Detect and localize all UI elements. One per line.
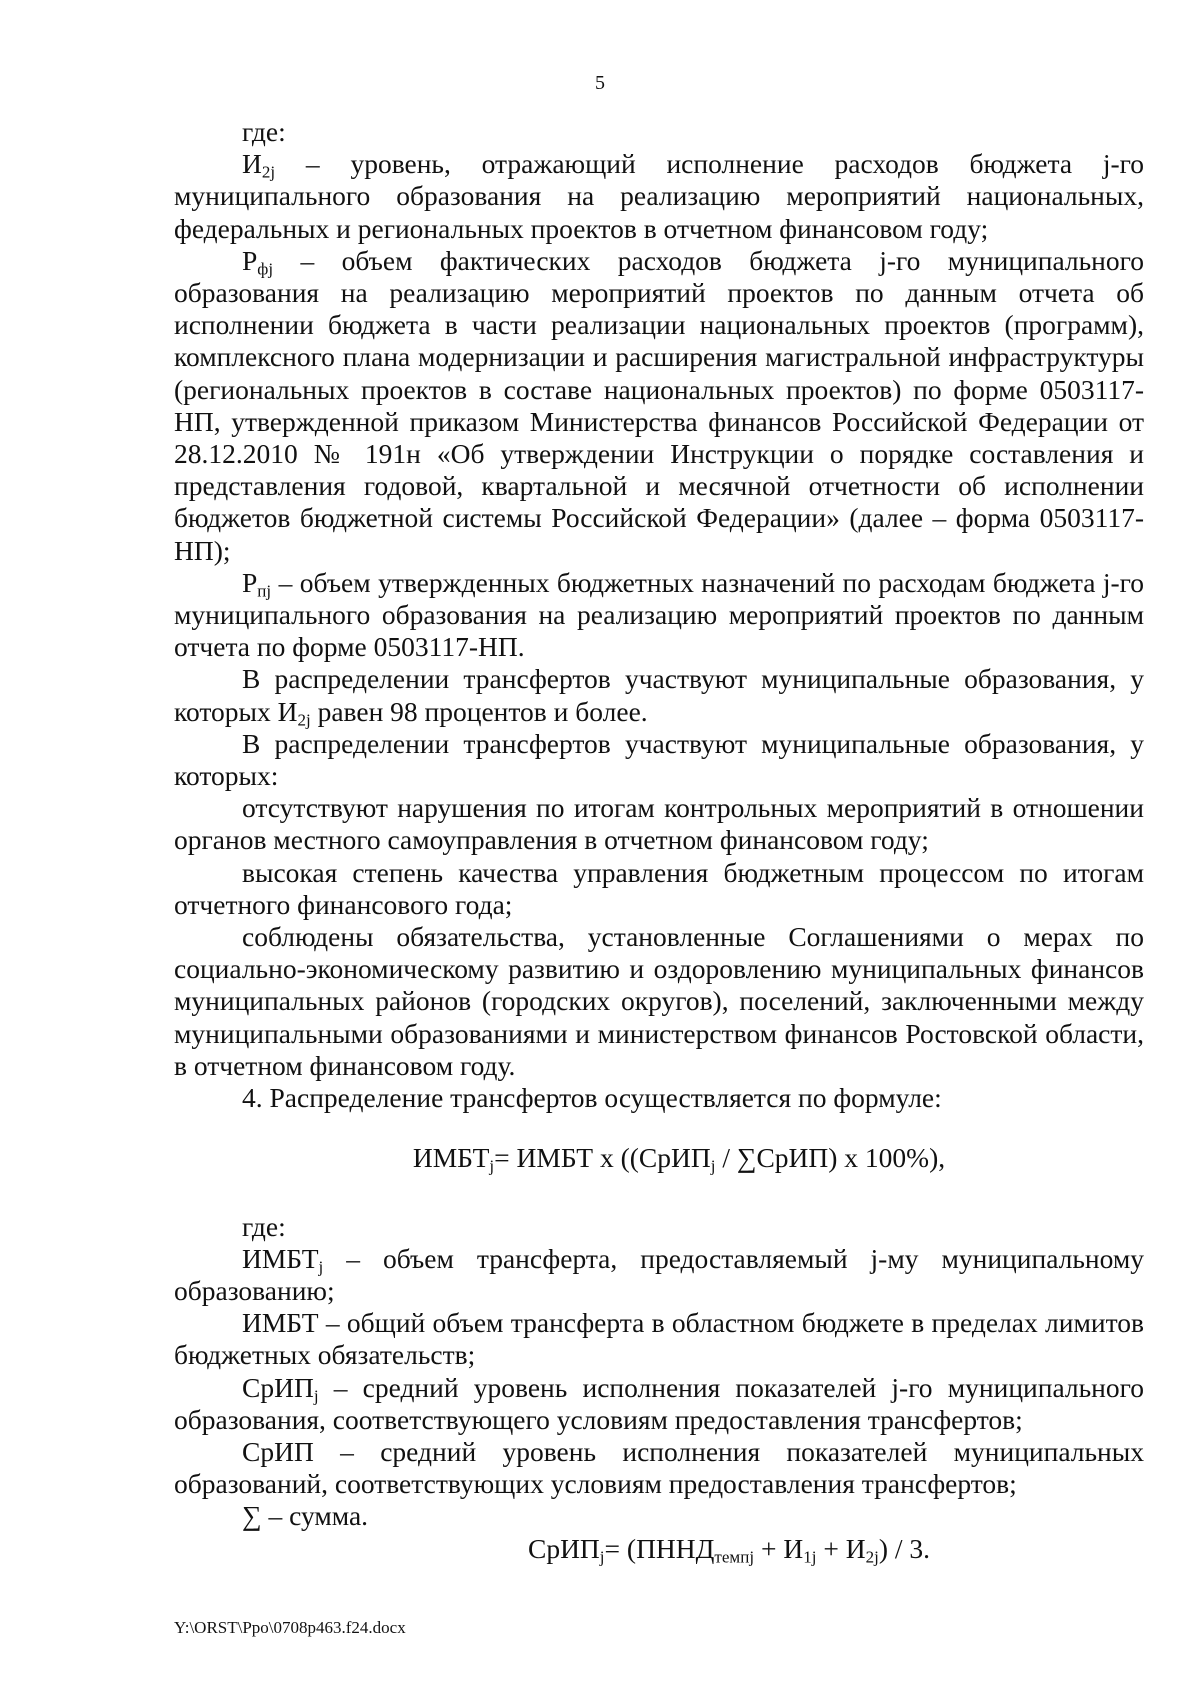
paragraph-text: где: xyxy=(242,1210,286,1242)
page-number: 5 xyxy=(595,72,605,94)
paragraph xyxy=(174,921,1144,1082)
paragraph xyxy=(174,1307,1144,1371)
paragraph xyxy=(174,663,1144,727)
formula-part: + И xyxy=(816,1532,866,1564)
paragraph xyxy=(174,1436,1144,1500)
paragraph-subscript: 2j xyxy=(261,162,276,182)
formula-part: / ∑СрИП) х 100%), xyxy=(715,1142,946,1174)
paragraph xyxy=(174,245,1144,567)
paragraph xyxy=(174,1082,1144,1114)
paragraph xyxy=(174,116,1144,148)
formula-imbt xyxy=(174,1142,1144,1174)
paragraph-text: – средний уровень исполнения показателей j-го муниципального образования, соответствующего условиям предоставления трансфертов; xyxy=(174,1371,1144,1435)
paragraph-text: равен 98 процентов и более. xyxy=(310,695,648,727)
formula-part: = (ПННД xyxy=(604,1532,715,1564)
formula-part: + И xyxy=(754,1532,804,1564)
paragraph-text: ИМБТ xyxy=(242,1242,319,1274)
document-body xyxy=(174,116,1144,1565)
paragraph-subscript: j xyxy=(318,1256,324,1276)
paragraph-text: отсутствуют нарушения по итогам контрольных мероприятий в отношении органов местного самоуправления в отчетном финансовом году; xyxy=(174,792,1144,856)
formula-subscript: j xyxy=(599,1546,605,1566)
paragraph-text: СрИП xyxy=(242,1371,314,1403)
paragraph-text: – объем трансферта, предоставляемый j-му муниципальному образованию; xyxy=(174,1242,1144,1306)
text-block-1 xyxy=(174,116,1144,1114)
paragraph xyxy=(174,1211,1144,1243)
formula-part: ) / 3. xyxy=(878,1532,930,1564)
paragraph-text: – объем фактических расходов бюджета j-го муниципального образования на реализацию мероприятий проектов по данным отчета об исполнении бюджета в части реализации национальных проектов (программ), комплексного плана модернизации и расширения магистральной инфраструктуры (региональных проектов в составе национальных проектов) по форме 0503117-НП, утвержденной приказом Министерства финансов Российской Федерации от 28.12.2010 № 191н «Об утверждении Инструкции о порядке составления и представления годовой, квартальной и месячной отчетности об исполнении бюджетов бюджетной системы Российской Федерации» (далее – форма 0503117-НП); xyxy=(174,244,1144,566)
paragraph-text: Р xyxy=(242,566,258,598)
paragraph-subscript: 2j xyxy=(297,709,311,729)
text-block-2 xyxy=(174,1211,1144,1533)
paragraph-text: Р xyxy=(242,244,258,276)
paragraph xyxy=(174,1243,1144,1307)
paragraph-text: – уровень, отражающий исполнение расходов бюджета j-го муниципального образования на реализацию мероприятий национальных, федеральных и региональных проектов в отчетном финансовом году; xyxy=(174,148,1144,244)
formula-subscript: j xyxy=(489,1156,495,1176)
paragraph-subscript: фj xyxy=(257,259,274,279)
paragraph-text: соблюдены обязательства, установленные Соглашениями о мерах по социально-экономическому развитию и оздоровлению муниципальных финансов муниципальных районов (городских округов), поселений, заключенными между муниципальными образованиями и министерством финансов Ростовской области, в отчетном финансовом году. xyxy=(174,921,1144,1081)
paragraph-text: И xyxy=(242,148,262,180)
formula-subscript: темпj xyxy=(714,1546,755,1566)
paragraph xyxy=(174,567,1144,664)
paragraph xyxy=(174,1500,1144,1532)
paragraph-text: высокая степень качества управления бюджетным процессом по итогам отчетного финансового года; xyxy=(174,856,1144,920)
paragraph-text: В распределении трансфертов участвуют муниципальные образования, у которых: xyxy=(174,727,1144,792)
formula-part: = ИМБТ х ((СрИП xyxy=(494,1142,711,1174)
paragraph-subscript: j xyxy=(313,1385,319,1405)
paragraph-text: 4. Распределение трансфертов осуществляется по формуле: xyxy=(242,1082,942,1114)
paragraph-text: – объем утвержденных бюджетных назначений по расходам бюджета j-го муниципального образования на реализацию мероприятий проектов по данным отчета по форме 0503117-НП. xyxy=(174,566,1144,663)
paragraph-text: где: xyxy=(242,116,286,147)
paragraph-text: ИМБТ – общий объем трансферта в областном бюджете в пределах лимитов бюджетных обязательств; xyxy=(174,1307,1144,1371)
paragraph xyxy=(174,1372,1144,1436)
paragraph xyxy=(174,857,1144,921)
formula-part: ИМБТ xyxy=(412,1142,490,1174)
formula-subscript: 2j xyxy=(865,1546,879,1566)
paragraph xyxy=(174,792,1144,856)
paragraph xyxy=(174,728,1144,792)
paragraph-subscript: пj xyxy=(257,581,272,601)
file-path-footer: Y:\ORST\Ppo\0708p463.f24.docx xyxy=(174,1618,406,1637)
paragraph-text: ∑ – сумма. xyxy=(242,1500,369,1532)
formula-subscript: 1j xyxy=(803,1546,817,1566)
paragraph-text: В распределении трансфертов участвуют муниципальные образования, у которых И xyxy=(174,663,1144,727)
paragraph xyxy=(174,148,1144,245)
formula-subscript: j xyxy=(710,1156,716,1176)
paragraph-text: СрИП – средний уровень исполнения показателей муниципальных образований, соответствующих условиям предоставления трансфертов; xyxy=(174,1435,1144,1500)
formula-part: СрИП xyxy=(527,1532,600,1564)
formula-srip xyxy=(174,1533,1144,1565)
